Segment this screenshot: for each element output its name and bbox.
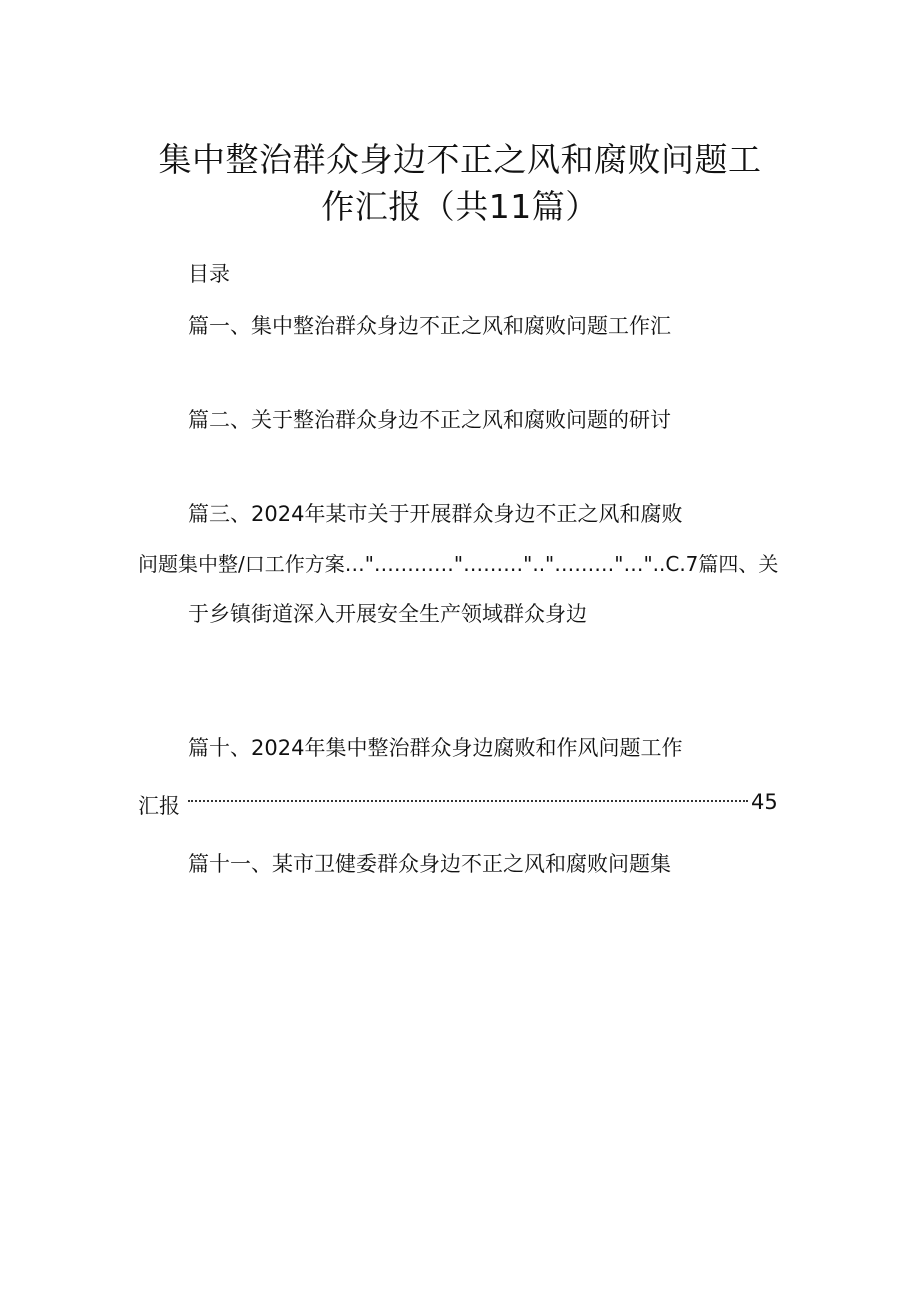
document-title-line-1: 集中整治群众身边不正之风和腐败问题工	[158, 140, 762, 179]
toc-entry-3-line-2: 问题集中整/口工作方案…"…………"………".."………"…"..C.7篇四、关	[138, 552, 779, 576]
toc-entry-10-line-2: 汇报	[138, 794, 180, 818]
toc-entry-2: 篇二、关于整治群众身边不正之风和腐败问题的研讨	[188, 408, 671, 432]
toc-entry-10-line-1: 篇十、2024年集中整治群众身边腐败和作风问题工作	[188, 736, 683, 760]
toc-entry-10-page-number: 45	[751, 790, 778, 814]
toc-entry-3-line-1: 篇三、2024年某市关于开展群众身边不正之风和腐败	[188, 502, 683, 526]
document-title-line-2: 作汇报（共11篇）	[321, 187, 599, 226]
toc-entry-11: 篇十一、某市卫健委群众身边不正之风和腐败问题集	[188, 852, 671, 876]
toc-entry-3-line-3: 于乡镇街道深入开展安全生产领域群众身边	[188, 602, 587, 626]
toc-entry-1: 篇一、集中整治群众身边不正之风和腐败问题工作汇	[188, 314, 671, 338]
toc-heading: 目录	[188, 262, 230, 286]
toc-dot-leader	[188, 800, 748, 802]
